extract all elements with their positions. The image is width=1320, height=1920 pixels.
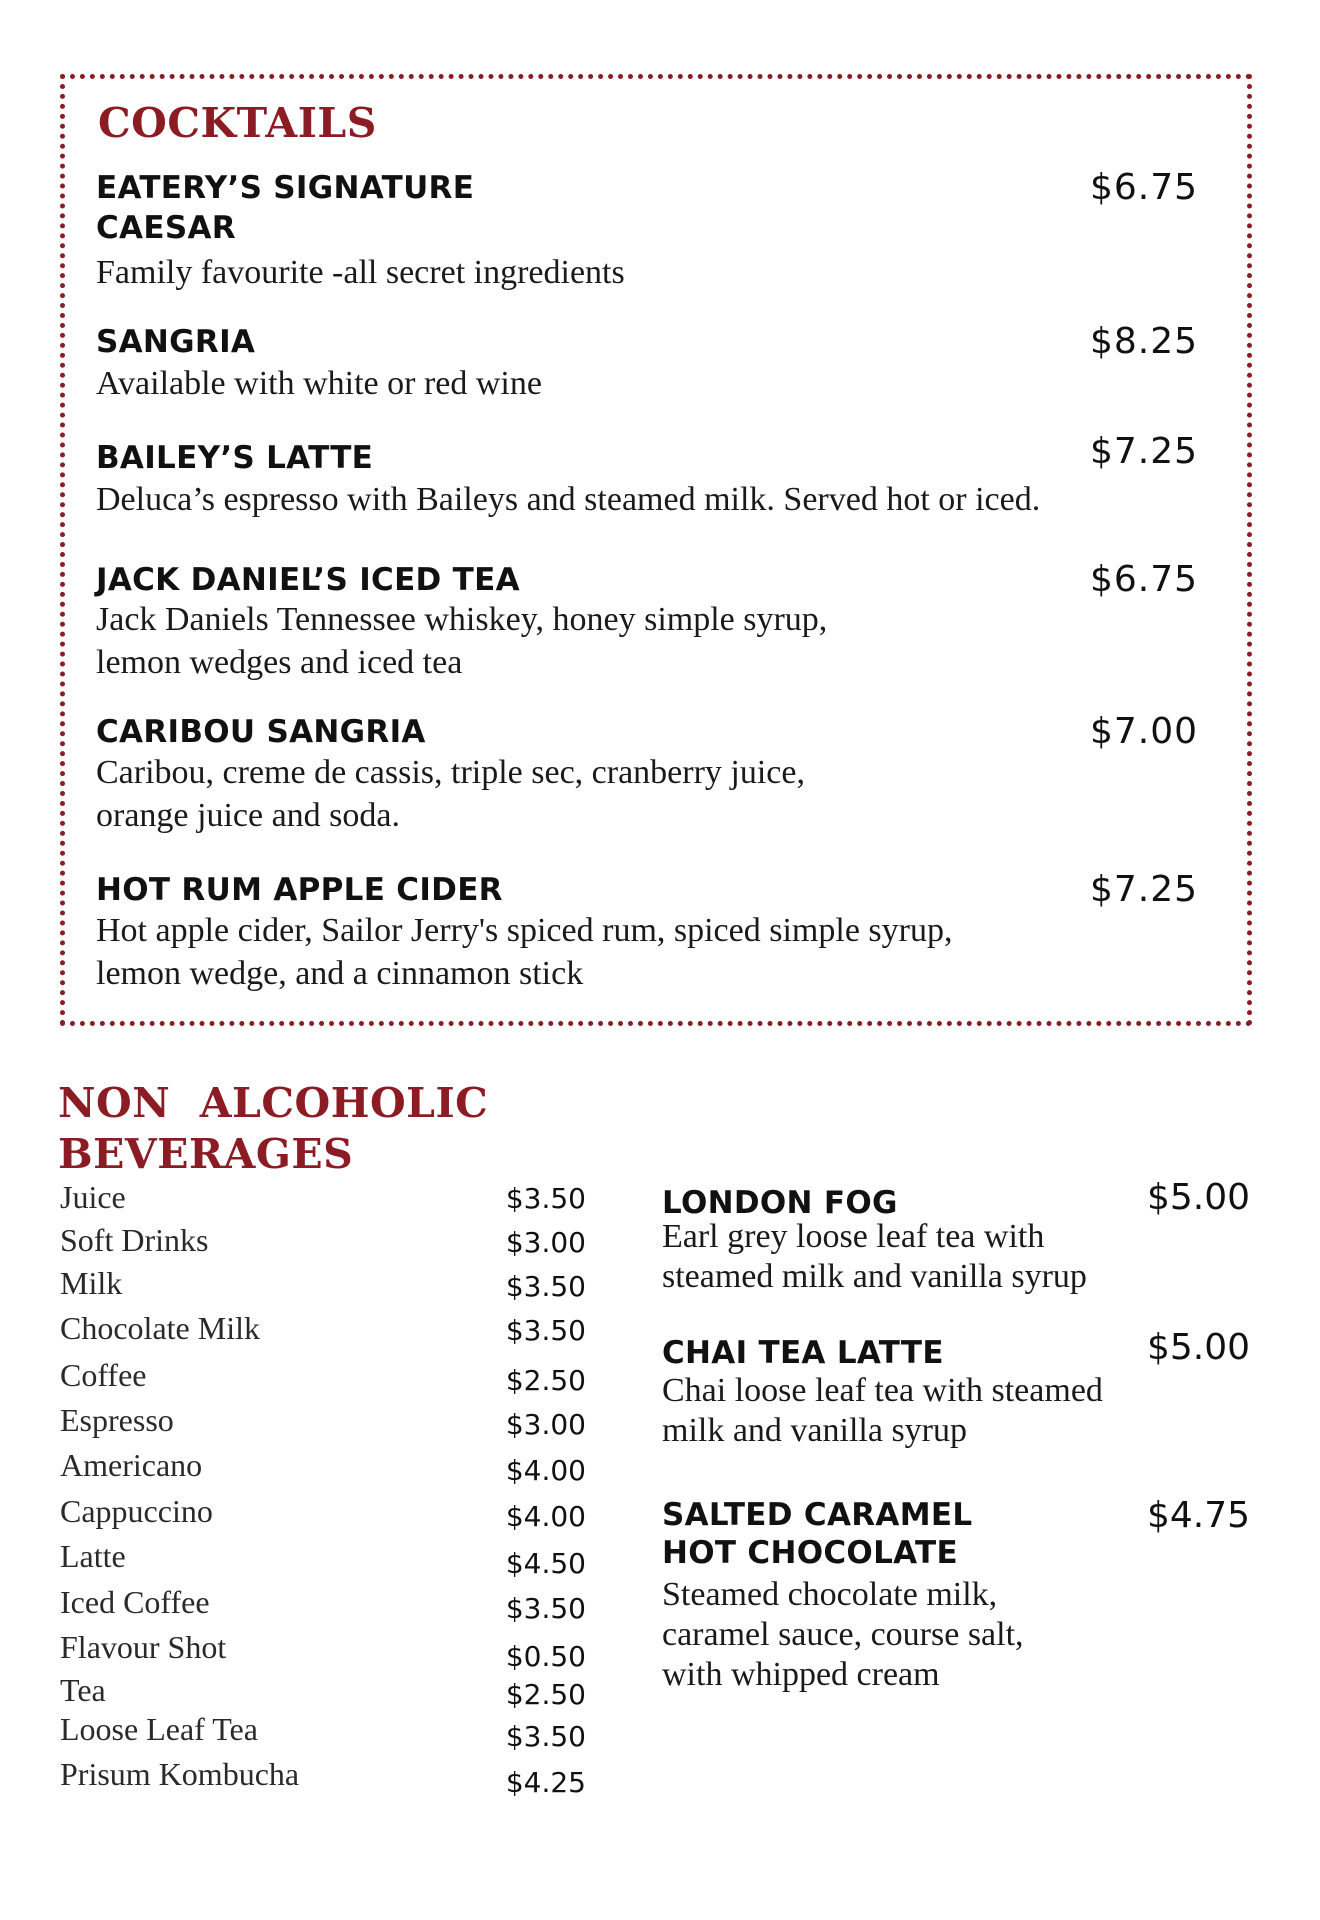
specialty-name: LONDON FOG (662, 1185, 898, 1221)
cocktail-description: Hot apple cider, Sailor Jerry's spiced rum, spiced simple syrup, (96, 912, 953, 949)
cocktail-name: JACK DANIEL’S ICED TEA (96, 562, 520, 598)
cocktail-price: $7.00 (1090, 711, 1199, 752)
cocktails-title: COCKTAILS (98, 99, 377, 147)
cocktail-description: Deluca’s espresso with Baileys and steamed milk. Served hot or iced. (96, 481, 1041, 518)
specialty-price: $4.75 (1146, 1495, 1250, 1536)
cocktail-name: HOT RUM APPLE CIDER (96, 872, 503, 908)
beverage-price: $3.50 (505, 1182, 586, 1215)
cocktail-price: $6.75 (1090, 559, 1199, 600)
specialty-name: CHAI TEA LATTE (662, 1335, 944, 1371)
beverage-name: Cappuccino (60, 1493, 213, 1529)
specialty-description: Earl grey loose leaf tea with (662, 1218, 1045, 1255)
beverage-name: Latte (60, 1538, 126, 1574)
cocktail-description-line2: orange juice and soda. (96, 797, 400, 834)
beverage-name: Espresso (60, 1402, 174, 1438)
beverage-name: Tea (60, 1672, 106, 1708)
cocktail-price: $7.25 (1090, 869, 1199, 910)
beverage-price: $2.50 (505, 1678, 586, 1711)
cocktail-name: BAILEY’S LATTE (96, 440, 374, 476)
beverage-price: $3.50 (505, 1592, 586, 1625)
cocktail-price: $6.75 (1090, 167, 1199, 208)
specialty-name: SALTED CARAMEL (662, 1497, 973, 1533)
beverage-name: Soft Drinks (60, 1222, 209, 1258)
specialty-description: Steamed chocolate milk, (662, 1576, 998, 1613)
beverage-price: $3.00 (505, 1408, 586, 1441)
beverage-price: $3.50 (505, 1314, 586, 1347)
specialty-price: $5.00 (1146, 1177, 1250, 1218)
cocktail-name: SANGRIA (96, 324, 256, 360)
beverage-price: $3.50 (505, 1720, 586, 1753)
cocktail-description: Caribou, creme de cassis, triple sec, cranberry juice, (96, 754, 805, 791)
cocktail-description: Available with white or red wine (96, 365, 542, 402)
beverage-price: $4.00 (505, 1500, 586, 1533)
cocktail-price: $7.25 (1090, 431, 1199, 472)
specialty-name-line2: HOT CHOCOLATE (662, 1535, 958, 1571)
beverage-name: Americano (60, 1447, 203, 1483)
specialty-description: milk and vanilla syrup (662, 1412, 968, 1449)
beverage-name: Juice (60, 1179, 126, 1215)
beverage-name: Milk (60, 1265, 123, 1301)
beverage-name: Iced Coffee (60, 1584, 210, 1620)
beverage-price: $0.50 (505, 1640, 586, 1673)
non-alcoholic-title: NON ALCOHOLIC (58, 1079, 489, 1127)
beverage-name: Loose Leaf Tea (60, 1711, 258, 1747)
beverage-price: $4.25 (505, 1766, 586, 1799)
non-alcoholic-title-line2: BEVERAGES (58, 1130, 354, 1178)
cocktail-name-line2: CAESAR (96, 210, 236, 246)
beverage-price: $3.00 (505, 1226, 586, 1259)
cocktail-description: Family favourite -all secret ingredients (96, 254, 625, 291)
beverage-name: Flavour Shot (60, 1629, 227, 1665)
cocktail-description: Jack Daniels Tennessee whiskey, honey simple syrup, (96, 601, 828, 638)
beverage-name: Prisum Kombucha (60, 1756, 300, 1792)
cocktail-name: CARIBOU SANGRIA (96, 714, 426, 750)
specialty-description: steamed milk and vanilla syrup (662, 1258, 1087, 1295)
beverage-price: $2.50 (505, 1364, 586, 1397)
specialty-price: $5.00 (1146, 1327, 1250, 1368)
cocktail-name: EATERY’S SIGNATURE (96, 170, 475, 206)
cocktail-price: $8.25 (1090, 321, 1199, 362)
beverage-price: $4.00 (505, 1454, 586, 1487)
beverage-name: Coffee (60, 1357, 147, 1393)
specialty-description: with whipped cream (662, 1656, 940, 1693)
specialty-description: caramel sauce, course salt, (662, 1616, 1024, 1653)
cocktail-description-line2: lemon wedges and iced tea (96, 644, 463, 681)
cocktail-description-line2: lemon wedge, and a cinnamon stick (96, 955, 584, 992)
beverage-name: Chocolate Milk (60, 1310, 260, 1346)
specialty-description: Chai loose leaf tea with steamed (662, 1372, 1103, 1409)
beverage-price: $4.50 (505, 1547, 586, 1580)
beverage-price: $3.50 (505, 1270, 586, 1303)
